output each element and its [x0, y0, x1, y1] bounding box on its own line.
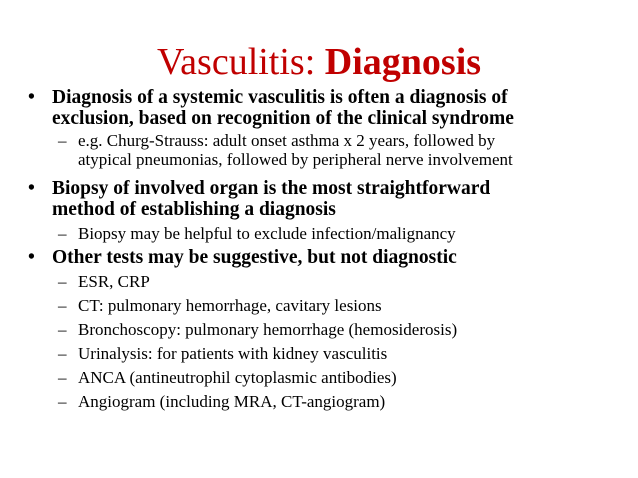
bullet-glyph: •: [28, 247, 35, 268]
dash-glyph: –: [58, 320, 67, 339]
sub-bullet-point: [58, 224, 618, 243]
title-plain-text: Vasculitis:: [156, 41, 325, 83]
sub-bullet-point: [58, 368, 618, 387]
sub-bullet-text-line: atypical pneumonias, followed by peripheral nerve involvement: [78, 150, 513, 169]
sub-bullet-text: Angiogram (including MRA, CT-angiogram): [78, 392, 386, 411]
sub-bullet-text: ESR, CRP: [78, 272, 150, 291]
bullet-text-line: exclusion, based on recognition of the clinical syndrome: [52, 108, 514, 129]
sub-bullet-text: [78, 131, 618, 169]
sub-bullet-point: [58, 320, 618, 339]
bullet-text: Other tests may be suggestive, but not diagnostic: [52, 247, 457, 268]
bullet-text-line: method of establishing a diagnosis: [52, 199, 336, 220]
sub-bullet-point: [58, 392, 618, 411]
bullet-text-line: Diagnosis of a systemic vasculitis is often a diagnosis of: [52, 87, 508, 108]
bullet-glyph: •: [28, 87, 35, 108]
dash-glyph: –: [58, 368, 67, 387]
sub-bullet-point: [58, 296, 618, 315]
bullet-text: [52, 87, 618, 129]
bullet-text-line: Biopsy of involved organ is the most straightforward: [52, 178, 491, 199]
bullet-point: [28, 87, 618, 129]
dash-glyph: –: [58, 392, 67, 411]
sub-bullet-text: CT: pulmonary hemorrhage, cavitary lesions: [78, 296, 382, 315]
bullet-point: [28, 178, 618, 220]
dash-glyph: –: [58, 131, 67, 150]
sub-bullet-text: Biopsy may be helpful to exclude infection/malignancy: [78, 224, 456, 243]
sub-bullet-point: [58, 131, 618, 169]
sub-bullet-point: [58, 272, 618, 291]
dash-glyph: –: [58, 272, 67, 291]
title-bold-text: Diagnosis: [324, 41, 482, 83]
slide-title: [0, 40, 638, 84]
sub-bullet-text: Bronchoscopy: pulmonary hemorrhage (hemosiderosis): [78, 320, 458, 339]
sub-bullet-text: ANCA (antineutrophil cytoplasmic antibodies): [78, 368, 397, 387]
bullet-glyph: •: [28, 178, 35, 199]
bullet-point: [28, 247, 618, 268]
dash-glyph: –: [58, 224, 67, 243]
dash-glyph: –: [58, 296, 67, 315]
bullet-text: [52, 178, 618, 220]
sub-bullet-text-line: e.g. Churg-Strauss: adult onset asthma x 2 years, followed by: [78, 131, 496, 150]
dash-glyph: –: [58, 344, 67, 363]
sub-bullet-point: [58, 344, 618, 363]
sub-bullet-text: Urinalysis: for patients with kidney vasculitis: [78, 344, 388, 363]
